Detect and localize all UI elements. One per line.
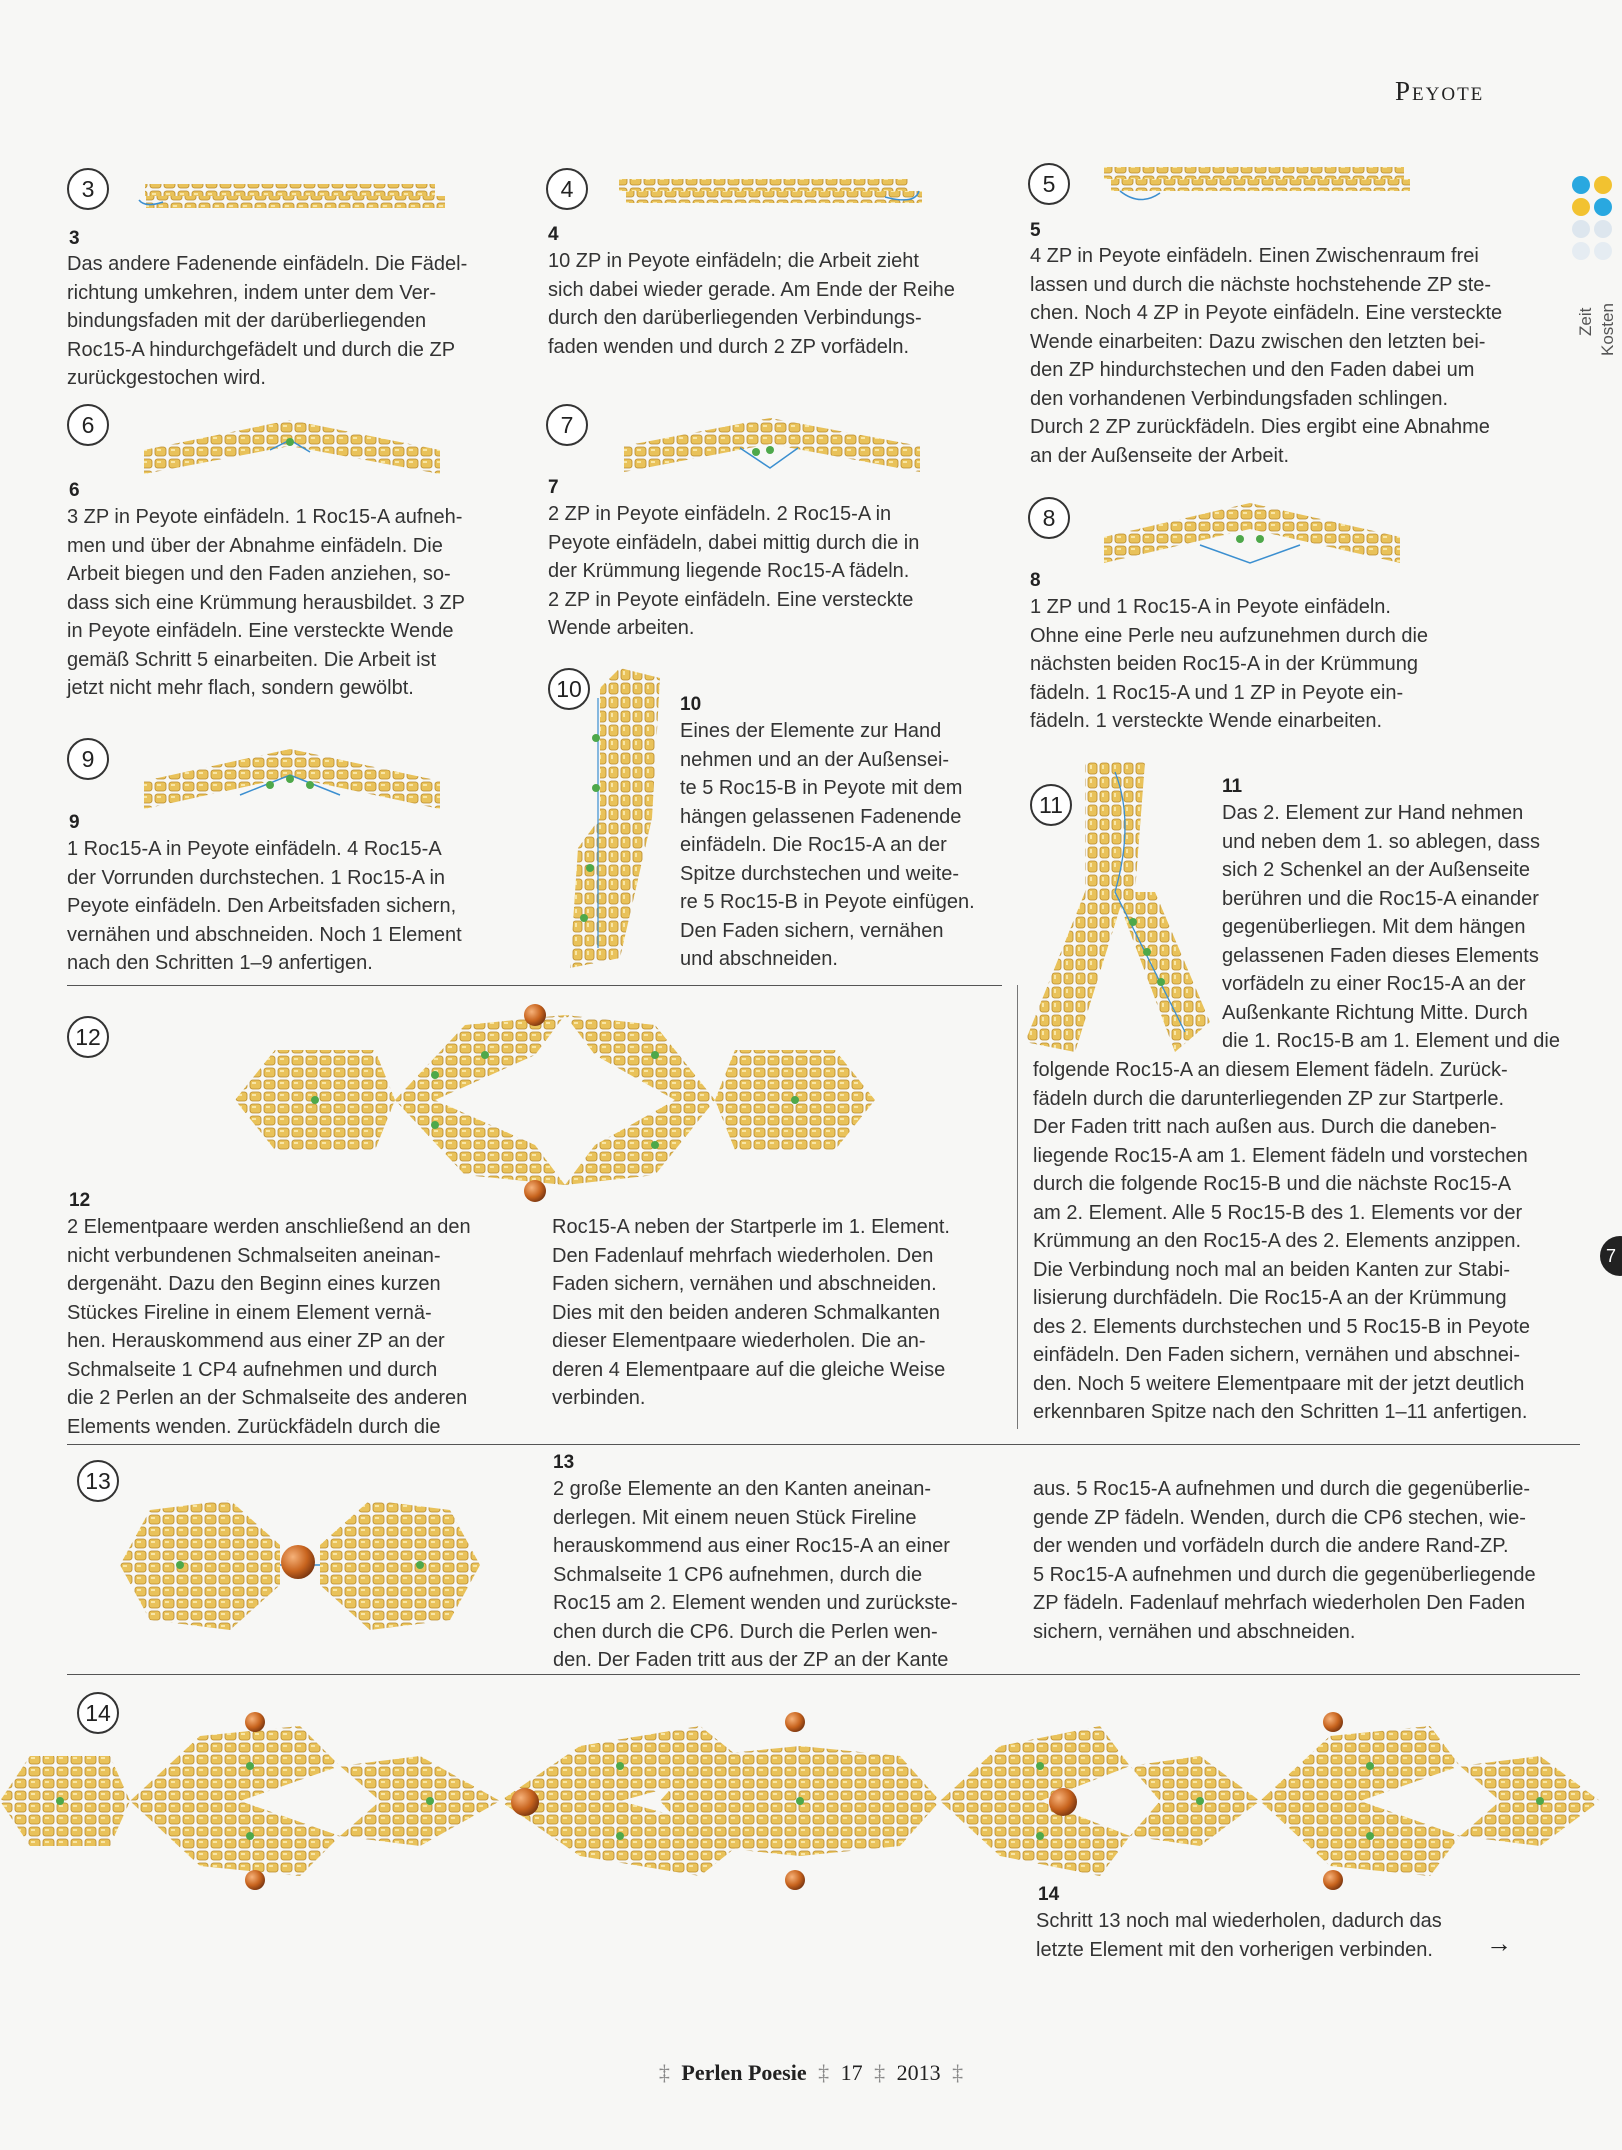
step-circle-6: 6 xyxy=(67,404,109,446)
step-6-beadwork xyxy=(140,410,450,482)
step-circle-8: 8 xyxy=(1028,497,1070,539)
step-13-text-a: 2 große Elemente an den Kanten aneinan- derlegen. Mit einem neuen Stück Fireline herauskommend aus einer Roc15-A an einer Schmalseite 1 CP6 aufnehmen, durch die Roc15 am 2. Element wenden und zurückste- chen durch die CP6. Durch die Perlen wen- den. Der Faden tritt aus der ZP an der Kante xyxy=(553,1478,958,1671)
step-10-beadwork xyxy=(560,668,670,978)
step-number-7: 7 xyxy=(548,477,559,498)
step-5-text: 4 ZP in Peyote einfädeln. Einen Zwischenraum frei lassen und durch die nächste hochstehende ZP ste- chen. Noch 4 ZP in Peyote einfädeln. Eine versteckte Wende einarbeiten: Dazu zwischen den letzten bei- den ZP hindurchstechen und den Faden dabei um den vorhandenen Verbindungsfaden schlingen. Durch 2 ZP zurückfädeln. Dies ergibt eine Abnahme an der Außenseite der Arbeit. xyxy=(1030,245,1503,467)
divider xyxy=(67,985,1002,986)
footer-ornament-icon: ‡ xyxy=(952,2060,964,2085)
step-8-beadwork xyxy=(1100,497,1410,569)
step-number-9: 9 xyxy=(69,812,80,833)
step-number-5: 5 xyxy=(1030,220,1041,241)
step-number-10: 10 xyxy=(680,694,702,715)
footer-year: 2013 xyxy=(896,2060,941,2085)
time-dot-filled xyxy=(1572,176,1590,194)
step-14-beadwork xyxy=(0,1706,1600,1896)
step-13-beadwork xyxy=(120,1490,480,1640)
step-number-4: 4 xyxy=(548,224,559,245)
step-circle-13: 13 xyxy=(77,1460,119,1502)
footer-page: 17 xyxy=(840,2060,863,2085)
step-circle-3: 3 xyxy=(67,168,109,210)
time-dot-empty xyxy=(1572,220,1590,238)
cost-dot-filled xyxy=(1594,198,1612,216)
section-title: Peyote xyxy=(1395,76,1485,106)
footer-ornament-icon: ‡ xyxy=(818,2060,830,2085)
step-11-text-b: folgende Roc15-A an diesem Element fädeln. Zurück- fädeln durch die darunterliegenden ZP zur Startperle. Der Faden tritt nach außen aus. Durch die daneben- liegende Roc15-A am 1. Element fädeln und vorstechen durch die folgende Roc15-B und die nächste Roc15-A am 2. Element. Alle 5 Roc15-B des 1. Elements vor der Krümmung an den Roc15-A des 2. Elements anzippen. Die Verbindung noch mal an beiden Kanten zur Stabi- lisierung durchfädeln. Die Roc15-A an der Krümmung des 2. Elements durchstechen und 5 Roc15-B in Peyote einfädeln. Den Faden sichern, vernähen und abschnei- den. Noch 5 weitere Elementpaare mit der jetzt deutlich erkennbaren Spitze nach den Schritten 1–11 anfertigen. xyxy=(1033,1059,1530,1423)
step-number-13: 13 xyxy=(553,1452,575,1473)
step-12-beadwork xyxy=(235,995,875,1205)
step-12-text-b: Roc15-A neben der Startperle im 1. Element. Den Fadenlauf mehrfach wiederholen. Den Faden sichern, vernähen und abschneiden. Dies mit den beiden anderen Schmalkanten dieser Elementpaare wiederholen. Die an- deren 4 Elementpaare auf die gleiche Weise verbinden. xyxy=(552,1216,950,1409)
footer-ornament-icon: ‡ xyxy=(658,2060,670,2085)
step-14-text: Schritt 13 noch mal wiederholen, dadurch das letzte Element mit den vorherigen verbinden. xyxy=(1036,1910,1442,1961)
time-dot-empty xyxy=(1572,242,1590,260)
cost-dot-empty xyxy=(1594,220,1612,238)
step-11-text-a: Das 2. Element zur Hand nehmen und neben dem 1. so ablegen, dass sich 2 Schenkel an der Außenseite berühren und die Roc15-A einander gegenüberliegen. Mit dem hängen gelassenen Faden dieses Elements vorfädeln zu einer Roc15-A an der Außenkante Richtung Mitte. Durch die 1. Roc15-B am 1. Element und die xyxy=(1222,802,1560,1052)
cost-dot-filled xyxy=(1594,176,1612,194)
legend-label-time: Zeit xyxy=(1576,307,1595,336)
step-9-beadwork xyxy=(140,745,450,825)
step-number-14: 14 xyxy=(1038,1884,1060,1905)
step-4-beadwork xyxy=(615,175,925,211)
step-number-3: 3 xyxy=(69,228,80,249)
step-4-text: 10 ZP in Peyote einfädeln; die Arbeit zieht sich dabei wieder gerade. Am Ende der Reihe durch den darüberliegenden Verbindungs- faden wenden und durch 2 ZP vorfädeln. xyxy=(548,250,955,358)
step-number-6: 6 xyxy=(69,480,80,501)
step-8-text: 1 ZP und 1 Roc15-A in Peyote einfädeln. Ohne eine Perle neu aufzunehmen durch die nächsten beiden Roc15-A in der Krümmung fädeln. 1 Roc15-A und 1 ZP in Peyote ein- fädeln. 1 versteckte Wende einarbeiten. xyxy=(1030,596,1429,732)
step-11-beadwork xyxy=(1015,762,1215,1062)
divider xyxy=(67,1444,1580,1445)
page-number-tab: 7 xyxy=(1600,1236,1622,1276)
step-9-text: 1 Roc15-A in Peyote einfädeln. 4 Roc15-A der Vorrunden durchstechen. 1 Roc15-A in Peyote einfädeln. Den Arbeitsfaden sichern, vernähen und abschneiden. Noch 1 Element nach den Schritten 1–9 anfertigen. xyxy=(67,838,462,974)
cost-dot-empty xyxy=(1594,242,1612,260)
step-circle-14: 14 xyxy=(77,1692,119,1734)
step-circle-11: 11 xyxy=(1030,784,1072,826)
step-circle-10: 10 xyxy=(548,668,590,710)
page-footer xyxy=(0,2060,1622,2086)
step-circle-7: 7 xyxy=(546,404,588,446)
step-circle-9: 9 xyxy=(67,738,109,780)
legend-label-cost: Kosten xyxy=(1598,303,1617,356)
step-circle-12: 12 xyxy=(67,1016,109,1058)
step-circle-4: 4 xyxy=(546,168,588,210)
footer-magazine: Perlen Poesie xyxy=(681,2060,807,2085)
divider xyxy=(67,1674,1580,1675)
footer-ornament-icon: ‡ xyxy=(874,2060,886,2085)
step-12-text-a: 2 Elementpaare werden anschließend an den nicht verbundenen Schmalseiten aneinan- dergenäht. Dazu den Beginn eines kurzen Stückes Fireline in einem Element vernä- hen. Herauskommend aus einer ZP an der Schmalseite 1 CP4 aufnehmen und durch die 2 Perlen an der Schmalseite des anderen Elements wenden. Zurückfädeln durch die xyxy=(67,1216,471,1438)
time-dot-filled xyxy=(1572,198,1590,216)
continue-arrow-icon: → xyxy=(1486,1928,1512,1958)
step-3-beadwork xyxy=(135,178,445,214)
step-7-text: 2 ZP in Peyote einfädeln. 2 Roc15-A in Peyote einfädeln, dabei mittig durch die in der Krümmung liegende Roc15-A fädeln. 2 ZP in Peyote einfädeln. Eine versteckte Wende arbeiten. xyxy=(548,503,920,639)
step-number-11: 11 xyxy=(1222,776,1243,797)
step-number-12: 12 xyxy=(69,1190,91,1211)
step-6-text: 3 ZP in Peyote einfädeln. 1 Roc15-A aufneh- men und über der Abnahme einfädeln. Die Arbeit biegen und den Faden anziehen, so- dass sich eine Krümmung herausbildet. 3 ZP in Peyote einfädeln. Eine versteckte Wende gemäß Schritt 5 einarbeiten. Die Arbeit ist jetzt nicht mehr flach, sondern gewölbt. xyxy=(67,506,465,699)
divider xyxy=(1017,985,1018,1429)
difficulty-legend xyxy=(1572,176,1622,376)
step-circle-5: 5 xyxy=(1028,163,1070,205)
step-3-text: Das andere Fadenende einfädeln. Die Fädel- richtung umkehren, indem unter dem Ver- bindungsfaden mit der darüberliegenden Roc15-A hindurchgefädelt und durch die ZP zurückgestochen wird. xyxy=(67,253,468,389)
step-13-text-b: aus. 5 Roc15-A aufnehmen und durch die gegenüberlie- gende ZP fädeln. Wenden, durch die CP6 stechen, wie- der wenden und vorfädeln durch die andere Rand-ZP. 5 Roc15-A aufnehmen und durch die gegenüberliegende ZP fädeln. Fadenlauf mehrfach wiederholen Den Faden sichern, vernähen und abschneiden. xyxy=(1033,1478,1536,1643)
step-7-beadwork xyxy=(620,410,930,482)
step-10-text: Eines der Elemente zur Hand nehmen und an der Außensei- te 5 Roc15-B in Peyote mit dem hängen gelassenen Fadenende einfädeln. Die Roc15-A an der Spitze durchstechen und weite- re 5 Roc15-B in Peyote einfügen. Den Faden sichern, vernähen und abschneiden. xyxy=(680,720,975,970)
step-5-beadwork xyxy=(1100,163,1410,209)
step-number-8: 8 xyxy=(1030,570,1041,591)
